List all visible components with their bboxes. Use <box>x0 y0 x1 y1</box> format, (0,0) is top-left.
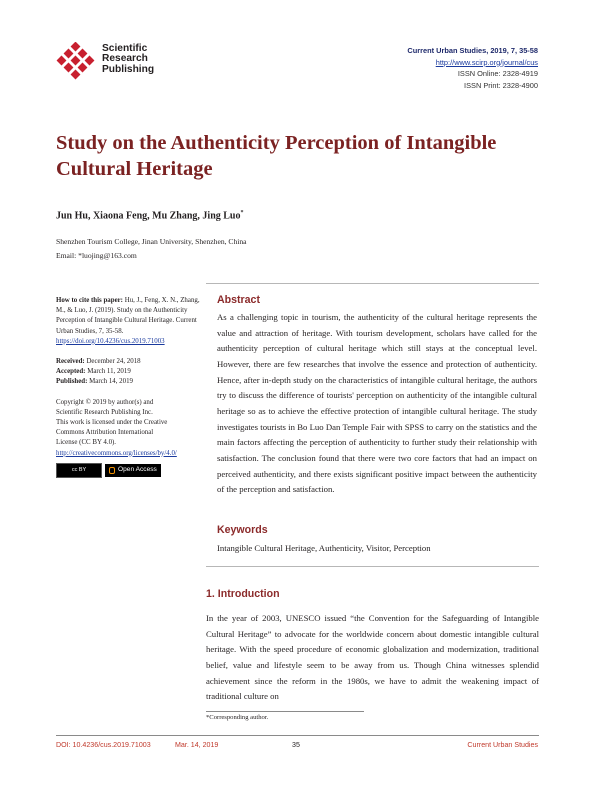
article-title: Study on the Authenticity Perception of Intangible Cultural Heritage <box>56 132 497 180</box>
journal-citation: Current Urban Studies, 2019, 7, 35-58 <box>407 46 538 55</box>
received-label: Received: <box>56 358 85 366</box>
accepted-label: Accepted: <box>56 368 86 376</box>
open-lock-icon <box>109 467 115 474</box>
footnote: *Corresponding author. <box>206 714 269 721</box>
divider <box>206 566 539 567</box>
publisher-name-line2: Research <box>102 53 148 65</box>
open-access-label: Open Access <box>118 466 157 474</box>
authors-text: Jun Hu, Xiaona Feng, Mu Zhang, Jing Luo <box>56 210 241 222</box>
cc-by-badge[interactable]: cc BY <box>56 463 102 478</box>
footnote-rule <box>206 711 364 712</box>
dates-block <box>56 357 206 388</box>
doi-link[interactable]: https://doi.org/10.4236/cus.2019.71003 <box>56 337 165 345</box>
page-number: 35 <box>292 741 300 749</box>
footer-journal: Current Urban Studies <box>467 741 538 749</box>
issn-print: ISSN Print: 2328-4900 <box>464 80 538 90</box>
author-email[interactable]: Email: *luojing@163.com <box>56 251 137 260</box>
license-line1: This work is licensed under the Creative <box>56 419 168 427</box>
corresponding-mark: * <box>240 210 244 216</box>
cite-label: How to cite this paper: <box>56 297 123 304</box>
publisher-logo <box>56 42 100 82</box>
license-line3: License (CC BY 4.0). <box>56 439 117 447</box>
cite-text: Hu, J., Feng, X. N., Zhang, M., & Luo, J. (2019). Study on the Authenticity Perception of Intangible Cultural Heritage. Current Urban Studies, 7, 35-58. <box>56 297 200 335</box>
citation-block <box>56 296 206 337</box>
copyright-block <box>56 398 206 459</box>
license-line2: Commons Attribution International <box>56 429 154 437</box>
publisher-name-line3: Publishing <box>102 63 155 75</box>
issn-online: ISSN Online: 2328-4919 <box>457 69 538 78</box>
received-date: December 24, 2018 <box>86 358 141 366</box>
published-date: March 14, 2019 <box>89 378 133 386</box>
abstract-text: As a challenging topic in tourism, the authenticity of the cultural heritage represents the value and attraction of heritage. With tourism development, scholars have called for the authenticity perception of cultural heritage which still stays at the conceptual level. However, there are few researches that involve the essence and protection of authenticity. Hence, after in-depth study on the characteristics of intangible cultural heritage, the authors try to discuss the difference of tourists' perception on authenticity of the intangible cultural heritage so as to achieve the effective protection of intangible cultural heritage. The study investigates tourists in Bo Luo Dan Temple Fair with SPSS to carry on the statistics and the main factors affecting the perception of authenticity to further study their relationship with satisfaction. The conclusion found that there were two core factors that had an impact on perceived authenticity, and there exists significant positive impact between the authenticity of the perception and satisfaction. <box>217 312 537 495</box>
copyright-line1: Copyright © 2019 by author(s) and <box>56 398 154 406</box>
footer-date: Mar. 14, 2019 <box>175 741 219 749</box>
affiliation: Shenzhen Tourism College, Jinan University, Shenzhen, China <box>56 237 247 246</box>
footer-doi[interactable]: DOI: 10.4236/cus.2019.71003 <box>56 741 151 749</box>
keywords-text: Intangible Cultural Heritage, Authenticity, Visitor, Perception <box>217 543 431 553</box>
accepted-date: March 11, 2019 <box>87 368 131 376</box>
copyright-line2: Scientific Research Publishing Inc. <box>56 408 153 416</box>
open-access-badge <box>105 464 161 477</box>
license-link[interactable]: http://creativecommons.org/licenses/by/4.0/ <box>56 449 177 457</box>
license-badges <box>56 463 206 478</box>
author-list <box>56 210 244 221</box>
article-sidebar <box>56 296 206 478</box>
introduction-text: In the year of 2003, UNESCO issued “the Convention for the Safeguarding of Intangible Cultural Heritage” to advocate for the worldwide concern about domestic intangible cultural heritage. With the speed procedure of economic globalization and modernization, traditional belief, value and lifestyle seem to be away from us. Though China witnesses splendid achievement since the reform in the 1980s, we have to admit the weakening impact of traditional culture on <box>206 613 539 702</box>
abstract-heading: Abstract <box>217 294 260 306</box>
journal-info <box>407 45 538 91</box>
published-label: Published: <box>56 378 88 386</box>
publisher-name-line1: Scientific <box>102 43 148 54</box>
divider <box>206 283 539 284</box>
publisher-name <box>102 44 154 75</box>
keywords-heading: Keywords <box>217 524 268 536</box>
journal-url-link[interactable]: http://www.scirp.org/journal/cus <box>435 57 538 67</box>
footer-rule <box>56 735 539 736</box>
introduction-heading: 1. Introduction <box>206 588 280 600</box>
